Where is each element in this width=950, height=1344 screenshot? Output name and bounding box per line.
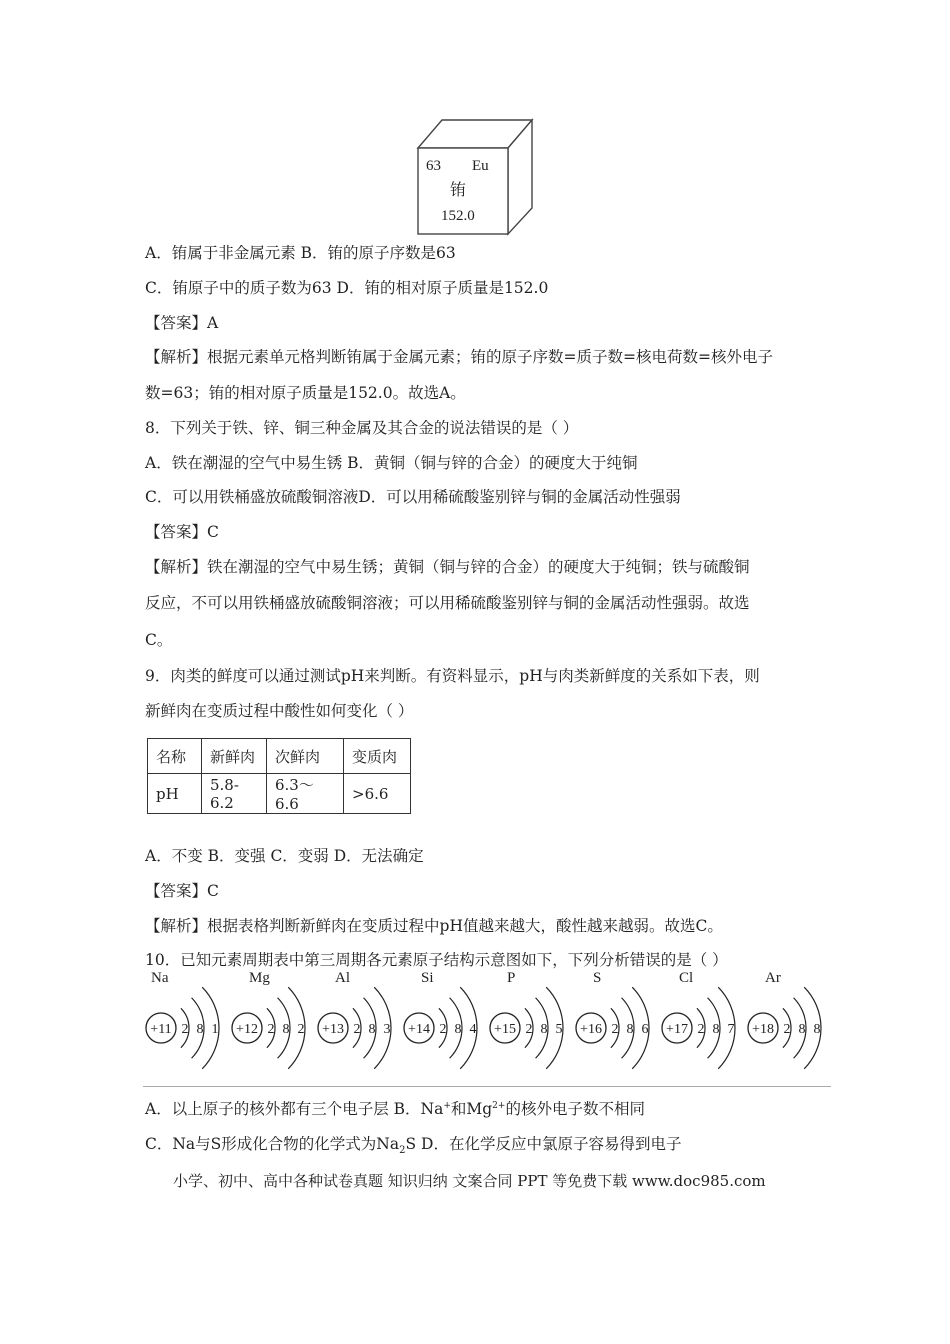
answer-value: C <box>207 882 219 900</box>
atom-diagram-si <box>404 970 477 1069</box>
q7-analysis-2: 数=63；铕的相对原子质量是152.0。故选A。 <box>145 384 466 402</box>
q9-stem-2: 新鲜肉在变质过程中酸性如何变化（ ） <box>145 702 414 720</box>
analysis-tag: 【解析】 <box>145 917 208 935</box>
atom-diagram-mg <box>232 970 305 1069</box>
atom-symbol: Ar <box>765 970 781 986</box>
answer-tag: 【答案】 <box>145 523 208 541</box>
shell-electron-count: 8 <box>196 1022 204 1037</box>
option-text: S D．在化学反应中氯原子容易得到电子 <box>405 1135 682 1153</box>
element-cell-eu <box>416 116 534 236</box>
shell-electron-count: 8 <box>798 1022 806 1037</box>
shell-electron-count: 2 <box>783 1022 791 1037</box>
nucleus-charge: +11 <box>150 1022 172 1037</box>
option-text: 的核外电子数不相同 <box>505 1100 645 1118</box>
table-cell: pH <box>148 774 202 814</box>
table-header-cell: 新鲜肉 <box>202 739 267 774</box>
q7-option-cd: C．铕原子中的质子数为63 D．铕的相对原子质量是152.0 <box>145 279 549 297</box>
atom-symbol: P <box>507 970 516 986</box>
shell-electron-count: 8 <box>368 1022 376 1037</box>
element-name: 铕 <box>450 180 467 199</box>
q8-analysis-1 <box>145 556 750 578</box>
atom-symbol: Na <box>151 970 169 986</box>
shell-electron-count: 6 <box>641 1022 649 1037</box>
nucleus-charge: +18 <box>752 1022 774 1037</box>
q10-option-cd <box>145 1133 681 1155</box>
atom-symbol: S <box>593 970 602 986</box>
nucleus-charge: +12 <box>236 1022 258 1037</box>
atom-diagram-cl <box>662 970 735 1069</box>
charge-superscript: + <box>443 1100 451 1111</box>
table-header-cell: 变质肉 <box>344 739 411 774</box>
atom-symbol: Si <box>421 970 434 986</box>
shell-electron-count: 8 <box>712 1022 720 1037</box>
q8-option-ab: A．铁在潮湿的空气中易生锈 B．黄铜（铜与锌的合金）的硬度大于纯铜 <box>145 454 638 472</box>
option-text: 和Mg <box>450 1100 493 1118</box>
option-text: A．以上原子的核外都有三个电子层 B．Na <box>145 1100 444 1118</box>
shell-electron-count: 2 <box>439 1022 447 1037</box>
q8-analysis-2: 反应，不可以用铁桶盛放硫酸铜溶液；可以用稀硫酸鉴别锌与铜的金属活动性强弱。故选 <box>145 594 750 612</box>
q9-analysis <box>145 915 723 937</box>
q9-options: A．不变 B．变强 C．变弱 D．无法确定 <box>145 847 424 865</box>
nucleus-charge: +13 <box>322 1022 344 1037</box>
option-text: C．Na与S形成化合物的化学式为Na <box>145 1135 400 1153</box>
atom-symbol: Mg <box>249 970 270 986</box>
ph-freshness-table <box>147 738 411 814</box>
nucleus-charge: +15 <box>494 1022 516 1037</box>
analysis-text: 铁在潮湿的空气中易生锈；黄铜（铜与锌的合金）的硬度大于纯铜；铁与硫酸铜 <box>207 558 750 576</box>
atom-diagram-na <box>146 970 219 1069</box>
shell-electron-count: 1 <box>211 1022 219 1037</box>
answer-tag: 【答案】 <box>145 882 208 900</box>
answer-value: A <box>207 314 219 332</box>
element-mass: 152.0 <box>441 208 475 224</box>
table-row <box>148 739 411 774</box>
q7-option-ab: A．铕属于非金属元素 B．铕的原子序数是63 <box>145 244 456 262</box>
q7-analysis-1 <box>145 346 773 368</box>
shell-electron-count: 2 <box>697 1022 705 1037</box>
shell-electron-count: 2 <box>297 1022 305 1037</box>
atom-symbol: Al <box>335 970 350 986</box>
table-row <box>148 774 411 814</box>
nucleus-charge: +14 <box>408 1022 430 1037</box>
table-cell: 6.3～6.6 <box>267 774 344 814</box>
q9-stem-1: 9．肉类的鲜度可以通过测试pH来判断。有资料显示，pH与肉类新鲜度的关系如下表，则 <box>145 667 760 685</box>
analysis-text: 根据表格判断新鲜肉在变质过程中pH值越来越大，酸性越来越弱。故选C。 <box>207 917 723 935</box>
shell-electron-count: 2 <box>181 1022 189 1037</box>
shell-electron-count: 8 <box>626 1022 634 1037</box>
nucleus-charge: +17 <box>666 1022 688 1037</box>
q8-option-cd: C．可以用铁桶盛放硫酸铜溶液D．可以用稀硫酸鉴别锌与铜的金属活动性强弱 <box>145 488 681 506</box>
element-symbol: Eu <box>472 158 489 174</box>
shell-electron-count: 8 <box>813 1022 821 1037</box>
element-atomic-number: 63 <box>426 158 441 174</box>
shell-electron-count: 4 <box>469 1022 477 1037</box>
analysis-tag: 【解析】 <box>145 348 208 366</box>
subscript: 2 <box>399 1145 406 1157</box>
atom-symbol: Cl <box>679 970 694 986</box>
shell-electron-count: 8 <box>454 1022 462 1037</box>
table-cell: 5.8-6.2 <box>202 774 267 814</box>
atom-diagram-al <box>318 970 391 1069</box>
atom-diagram-s <box>576 970 649 1069</box>
shell-electron-count: 5 <box>555 1022 563 1037</box>
q8-stem: 8．下列关于铁、锌、铜三种金属及其合金的说法错误的是（ ） <box>145 419 579 437</box>
q7-answer <box>145 312 218 334</box>
atom-diagram-ar <box>748 970 821 1069</box>
shell-electron-count: 7 <box>727 1022 735 1037</box>
answer-tag: 【答案】 <box>145 314 208 332</box>
q10-stem: 10．已知元素周期表中第三周期各元素原子结构示意图如下，下列分析错误的是（ ） <box>145 951 728 969</box>
table-header-cell: 名称 <box>148 739 202 774</box>
q8-answer <box>145 521 219 543</box>
table-header-cell: 次鲜肉 <box>267 739 344 774</box>
analysis-tag: 【解析】 <box>145 558 208 576</box>
atom-diagram-p <box>490 970 563 1069</box>
page-footer: 小学、初中、高中各种试卷真题 知识归纳 文案合同 PPT 等免费下载 www.doc985.com <box>173 1172 766 1190</box>
shell-electron-count: 2 <box>611 1022 619 1037</box>
shell-electron-count: 2 <box>353 1022 361 1037</box>
q8-analysis-3: C。 <box>145 631 173 649</box>
q9-answer <box>145 880 219 902</box>
nucleus-charge: +16 <box>580 1022 602 1037</box>
shell-electron-count: 3 <box>383 1022 391 1037</box>
shell-electron-count: 2 <box>267 1022 275 1037</box>
answer-value: C <box>207 523 219 541</box>
atomic-structure-diagrams <box>143 966 831 1087</box>
shell-electron-count: 2 <box>525 1022 533 1037</box>
table-cell: >6.6 <box>344 774 411 814</box>
q10-option-ab <box>145 1098 645 1120</box>
analysis-text: 根据元素单元格判断铕属于金属元素；铕的原子序数=质子数=核电荷数=核外电子 <box>207 348 773 366</box>
shell-electron-count: 8 <box>540 1022 548 1037</box>
charge-superscript: 2+ <box>492 1100 506 1111</box>
shell-electron-count: 8 <box>282 1022 290 1037</box>
